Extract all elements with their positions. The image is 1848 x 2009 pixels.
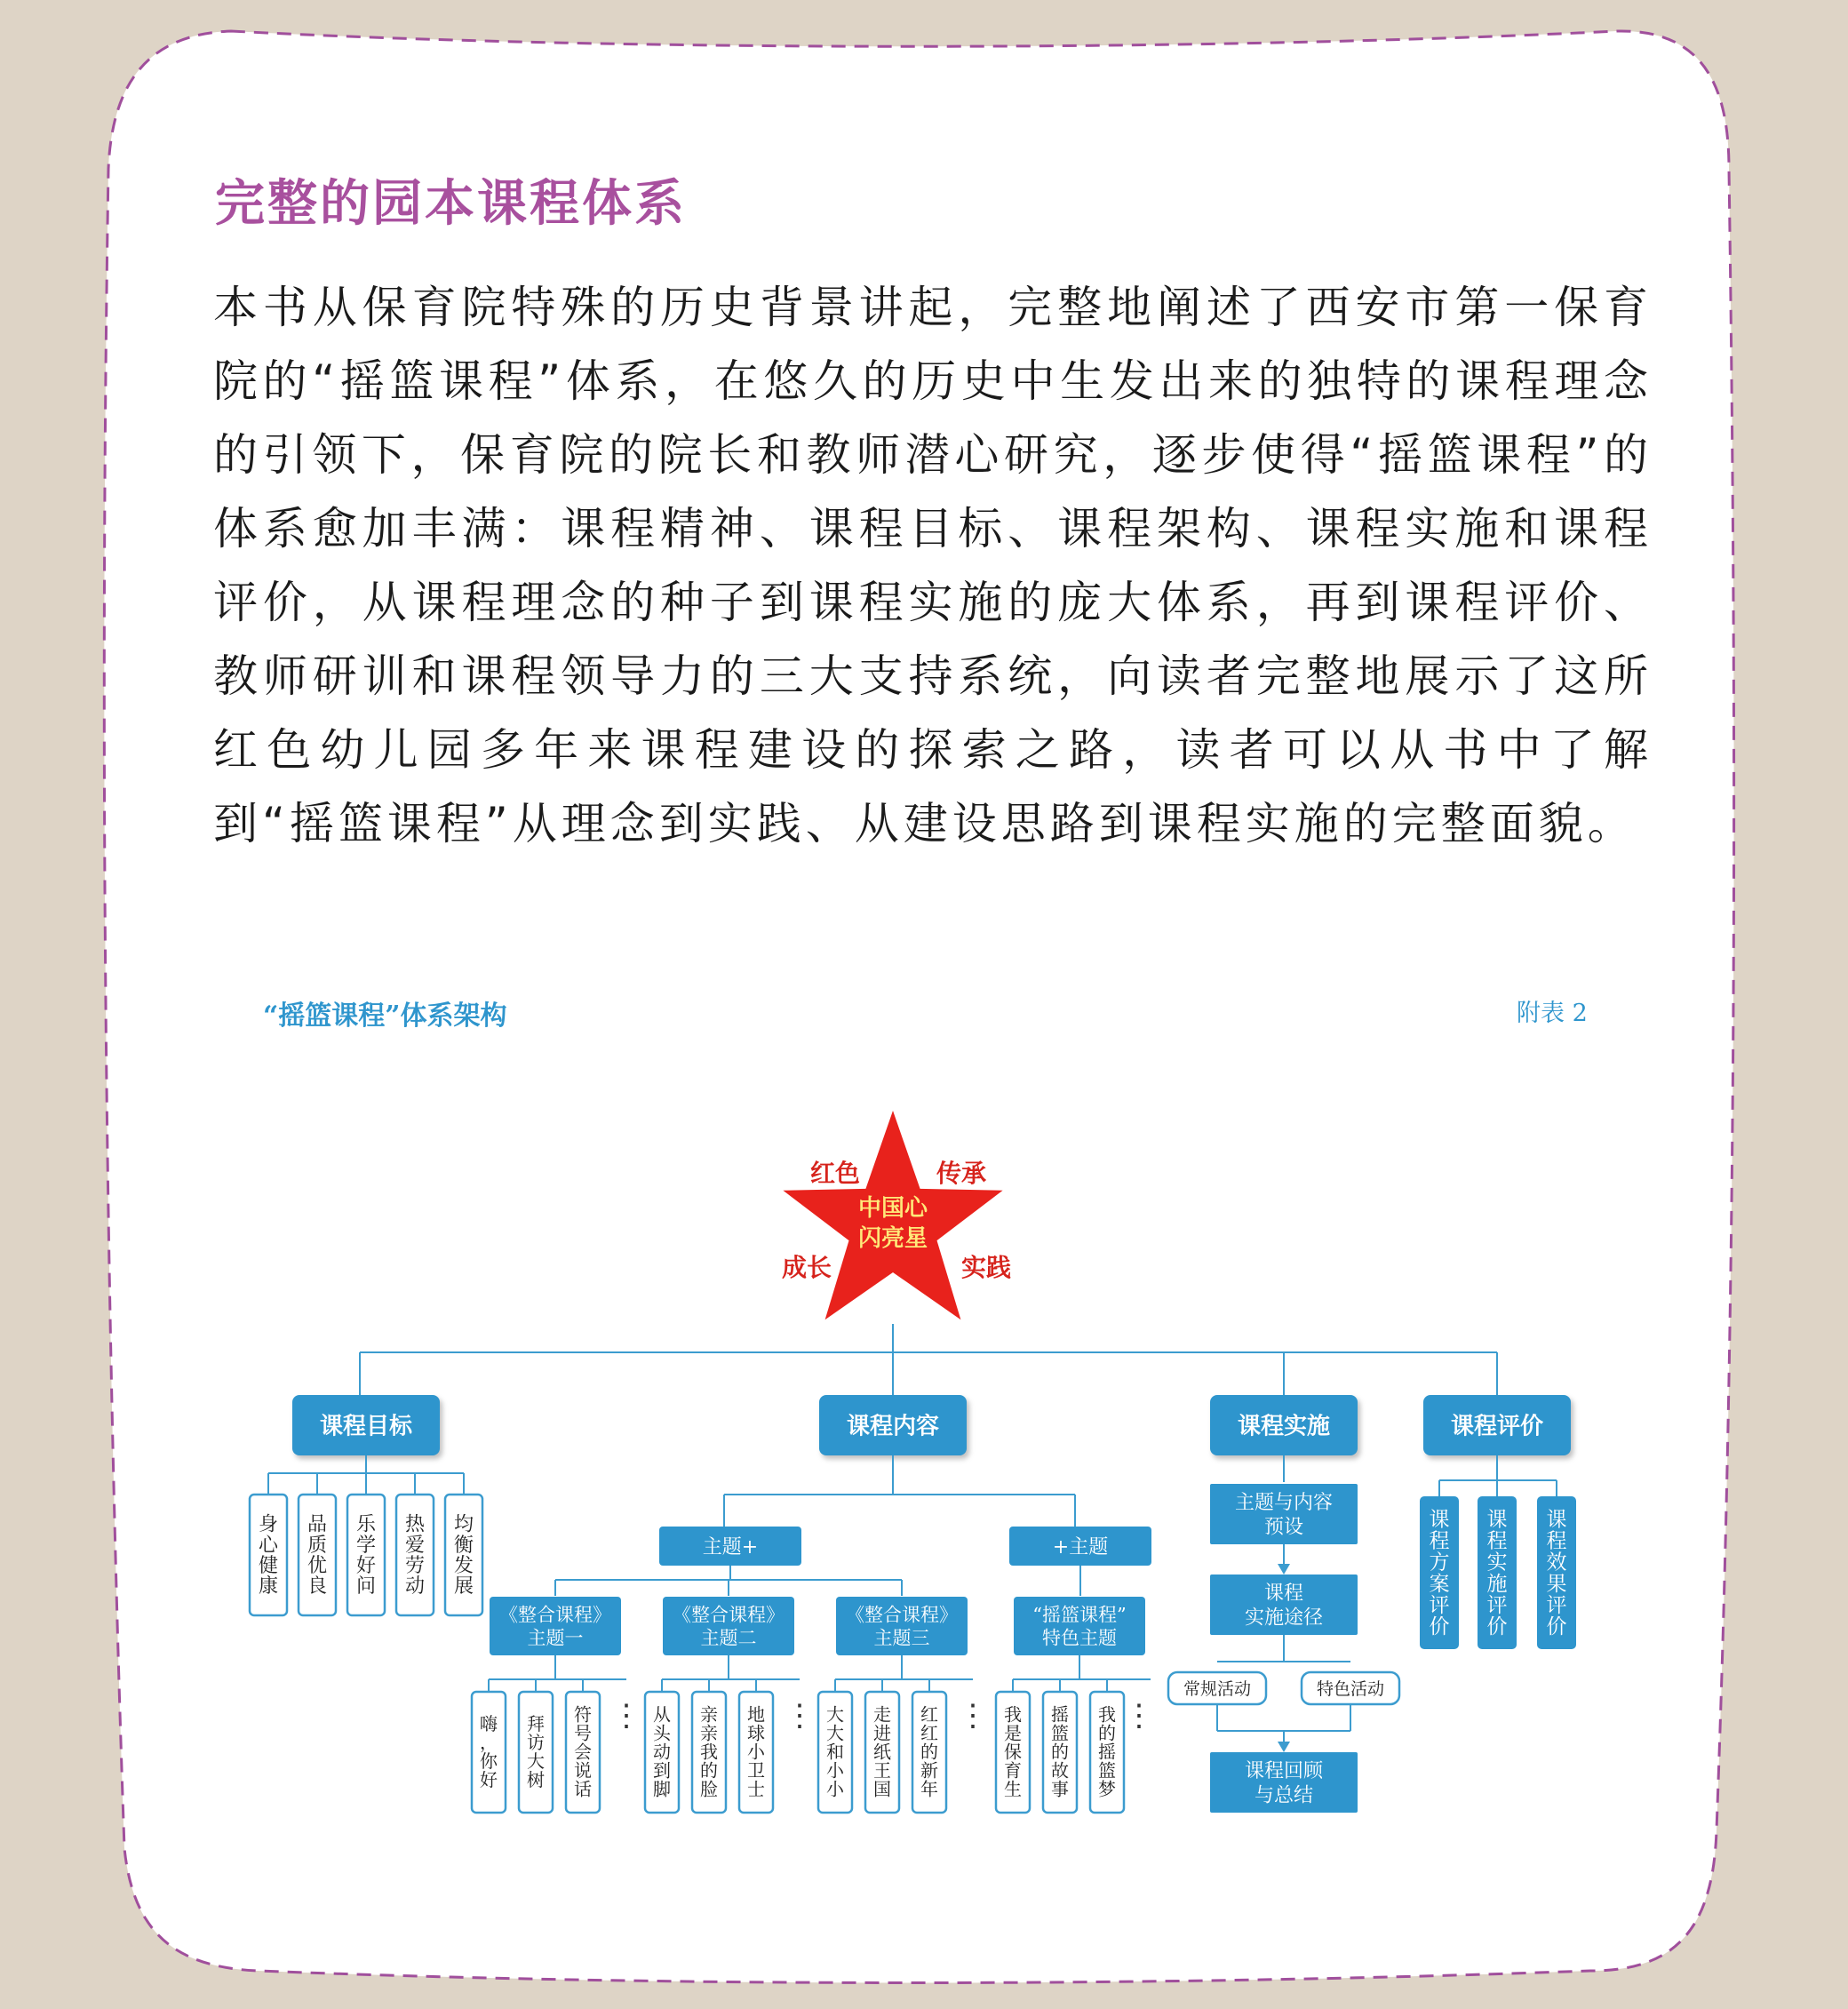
theme-group-box-3-label: 《整合课程》 — [846, 1604, 958, 1626]
impl-final-label: 课程回顾 — [1244, 1760, 1324, 1783]
ellipsis-mark: ⋮ — [1124, 1698, 1154, 1734]
theme-group-box-2-label: 主题二 — [700, 1627, 757, 1649]
theme-group-box-1-label: 《整合课程》 — [499, 1604, 611, 1626]
figure-caption: “摇篮课程”体系架构 — [263, 1001, 507, 1032]
evaluation-item-1-label: 课程方案评价 — [1429, 1508, 1450, 1639]
impl-step-1-label: 主题与内容 — [1234, 1492, 1334, 1515]
star-word-3: 成长 — [781, 1253, 832, 1282]
connector-arrow — [1278, 1742, 1290, 1752]
star-center-line-1: 中国心 — [857, 1195, 928, 1222]
star-word-1: 红色 — [809, 1159, 861, 1188]
theme-item-label: 走进纸王国 — [873, 1703, 891, 1800]
theme-item-label: 我是保育生 — [1004, 1703, 1022, 1800]
impl-branch-special-label: 特色活动 — [1316, 1678, 1385, 1699]
theme-item-label: 摇篮的故事 — [1051, 1703, 1069, 1800]
theme-item-label: 拜访大树 — [527, 1713, 545, 1791]
figure-number: 附表 2 — [1517, 1000, 1588, 1027]
theme-group-box-4-label: 特色主题 — [1042, 1627, 1117, 1649]
theme-item-label: 我的摇篮梦 — [1098, 1703, 1116, 1800]
impl-final-label: 与总结 — [1254, 1784, 1314, 1807]
theme-group-box-2-label: 《整合课程》 — [673, 1604, 785, 1626]
evaluation-item-2-label: 课程实施评价 — [1486, 1508, 1508, 1639]
theme-plus-box-label: 主题+ — [702, 1535, 759, 1559]
goal-item-4-label: 热爱劳动 — [404, 1513, 426, 1598]
impl-branch-regular-label: 常规活动 — [1183, 1678, 1252, 1699]
ellipsis-mark: ⋮ — [611, 1698, 641, 1734]
intro-paragraph: 本书从保育院特殊的历史背景讲起，完整地阐述了西安市第一保育院的“摇篮课程”体系，在悠久的历史中生发出来的独特的课程理念的引领下，保育院的院长和教师潜心研究，逐步使得“摇篮课程”的体系愈加丰满：课程精神、课程目标、课程架构、课程实施和课程评价，从课程理念的种子到课程实施的庞大体系，再到课程评价、教师研训和课程领导力的三大支持系统，向读者完整地展示了这所红色幼儿园多年来课程建设的探索之路，读者可以从书中了解到“摇篮课程”从理念到实践、从建设思路到课程实施的完整面貌。 — [213, 282, 1653, 849]
impl-step-2-label: 课程 — [1263, 1582, 1304, 1606]
theme-item-label: 地球小卫士 — [747, 1703, 765, 1800]
category-box-goals-label: 课程目标 — [319, 1413, 413, 1440]
goal-item-2-label: 品质优良 — [307, 1513, 328, 1598]
star-word-2: 传承 — [936, 1159, 987, 1188]
connector-arrow — [1278, 1564, 1290, 1575]
star-center-line-2: 闪亮星 — [857, 1225, 928, 1252]
evaluation-item-3-label: 课程效果评价 — [1546, 1508, 1567, 1639]
theme-group-box-3-label: 主题三 — [873, 1627, 930, 1649]
theme-item-label: 亲亲我的脸 — [700, 1703, 718, 1800]
category-box-evaluation-label: 课程评价 — [1450, 1413, 1544, 1440]
theme-item-label: 符号会说话 — [574, 1703, 592, 1800]
impl-step-2-label: 实施途径 — [1244, 1606, 1324, 1630]
category-box-implementation-label: 课程实施 — [1237, 1413, 1331, 1440]
plus-theme-box-label: +主题 — [1052, 1535, 1109, 1559]
star-word-4: 实践 — [960, 1253, 1012, 1282]
theme-item-label: 嗨，你好 — [480, 1713, 498, 1791]
theme-item-label: 红红的新年 — [920, 1703, 938, 1800]
theme-group-box-4-label: “摇篮课程” — [1032, 1604, 1127, 1626]
section-title: 完整的园本课程体系 — [215, 175, 687, 233]
ellipsis-mark: ⋮ — [785, 1698, 815, 1734]
impl-step-1-label: 预设 — [1263, 1516, 1304, 1539]
goal-item-5-label: 均衡发展 — [453, 1513, 474, 1598]
theme-item-label: 大大和小小 — [826, 1703, 844, 1800]
category-box-content-label: 课程内容 — [846, 1413, 940, 1440]
theme-group-box-1-label: 主题一 — [527, 1627, 584, 1649]
ellipsis-mark: ⋮ — [958, 1698, 988, 1734]
theme-item-label: 从头动到脚 — [653, 1703, 671, 1800]
goal-item-3-label: 乐学好问 — [355, 1513, 377, 1598]
goal-item-1-label: 身心健康 — [258, 1513, 279, 1598]
